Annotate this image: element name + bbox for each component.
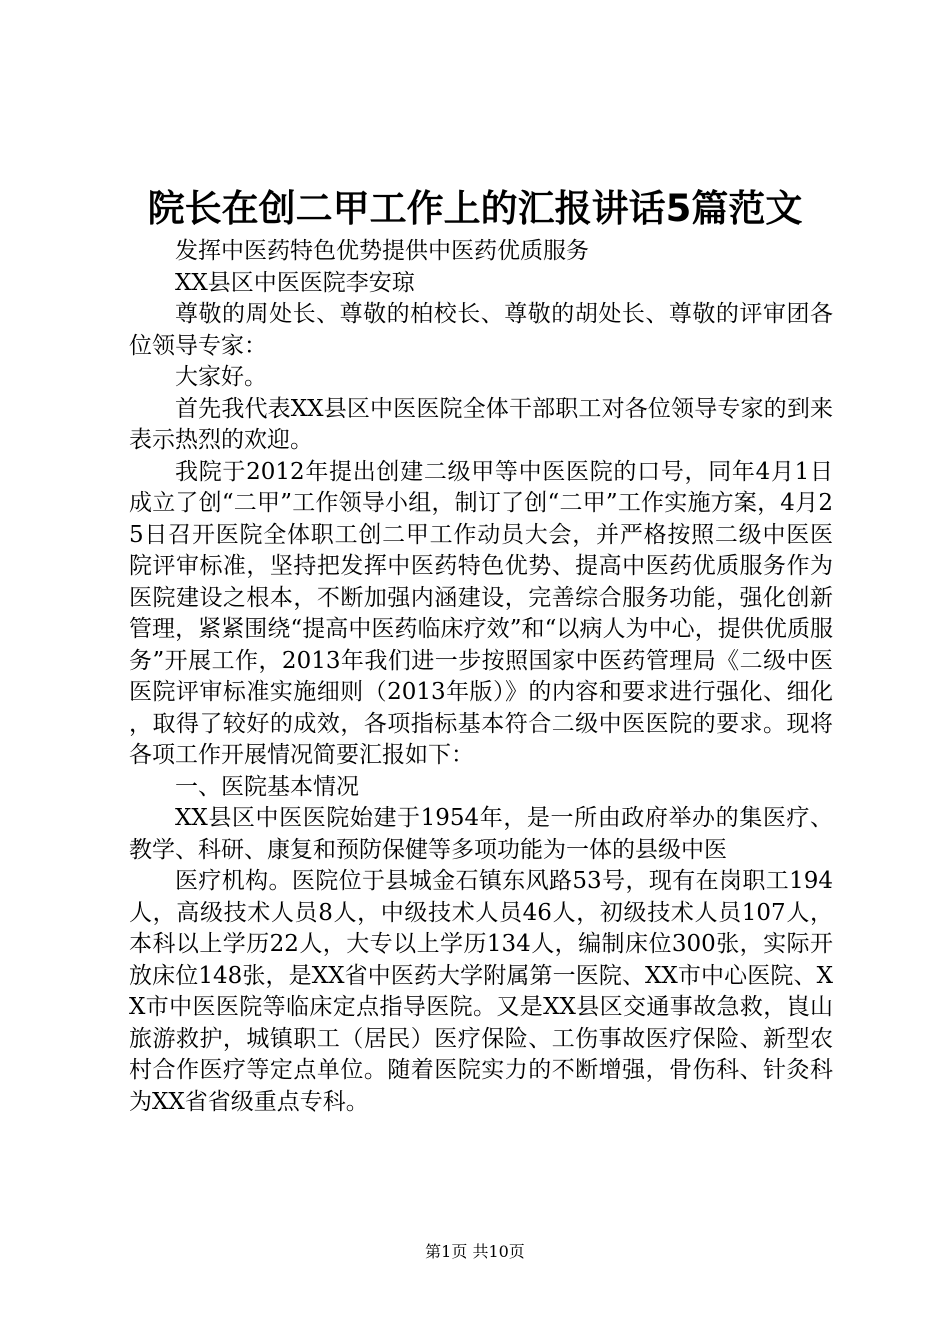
overview-paragraph: 我院于2012年提出创建二级甲等中医医院的口号，同年4月1日成立了创“二甲”工作领导小组，制订了创“二甲”工作实施方案，4月25日召开医院全体职工创二甲工作动员大会，并严格按照二级中医医院评审标准，坚持把发挥中医药特色优势、提高中医药优质服务作为医院建设之根本，不断加强内涵建设，完善综合服务功能，强化创新管理，紧紧围绕“提高中医药临床疗效”和“以病人为中心，提供优质服务”开展工作，2013年我们进一步按照国家中医药管理局《二级中医医院评审标准实施细则（2013年版）》的内容和要求进行强化、细化，取得了较好的成效，各项指标基本符合二级中医医院的要求。现将各项工作开展情况简要汇报如下： [129,458,833,768]
salutation-paragraph: 尊敬的周处长、尊敬的柏校长、尊敬的胡处长、尊敬的评审团各位领导专家： [129,301,833,359]
history-paragraph: XX县区中医医院始建于1954年，是一所由政府举办的集医疗、教学、科研、康复和预防保健等多项功能为一体的县级中医 [129,805,833,863]
section-heading: 一、医院基本情况 [175,773,359,800]
author-line: XX县区中医医院李安琼 [175,269,415,296]
subtitle-paragraph: 发挥中医药特色优势提供中医药优质服务 [175,238,589,264]
document-body [129,236,833,1118]
document-title: 院长在创二甲工作上的汇报讲话5篇范文 [147,187,803,230]
welcome-paragraph: 首先我代表XX县区中医医院全体干部职工对各位领导专家的到来表示热烈的欢迎。 [129,395,833,453]
greeting-paragraph: 大家好。 [175,364,267,390]
page-number: 第1页 共10页 [425,1242,525,1261]
institution-paragraph: 医疗机构。医院位于县城金石镇东风路53号，现有在岗职工194人，高级技术人员8人，中级技术人员46人，初级技术人员107人，本科以上学历22人，大专以上学历134人，编制床位300张，实际开放床位148张，是XX省中医药大学附属第一医院、XX市中心医院、XX市中医医院等临床定点指导医院。又是XX县区交通事故急救，崀山旅游救护，城镇职工（居民）医疗保险、工伤事故医疗保险、新型农村合作医疗等定点单位。随着医院实力的不断增强，骨伤科、针灸科为XX省省级重点专科。 [129,868,833,1115]
